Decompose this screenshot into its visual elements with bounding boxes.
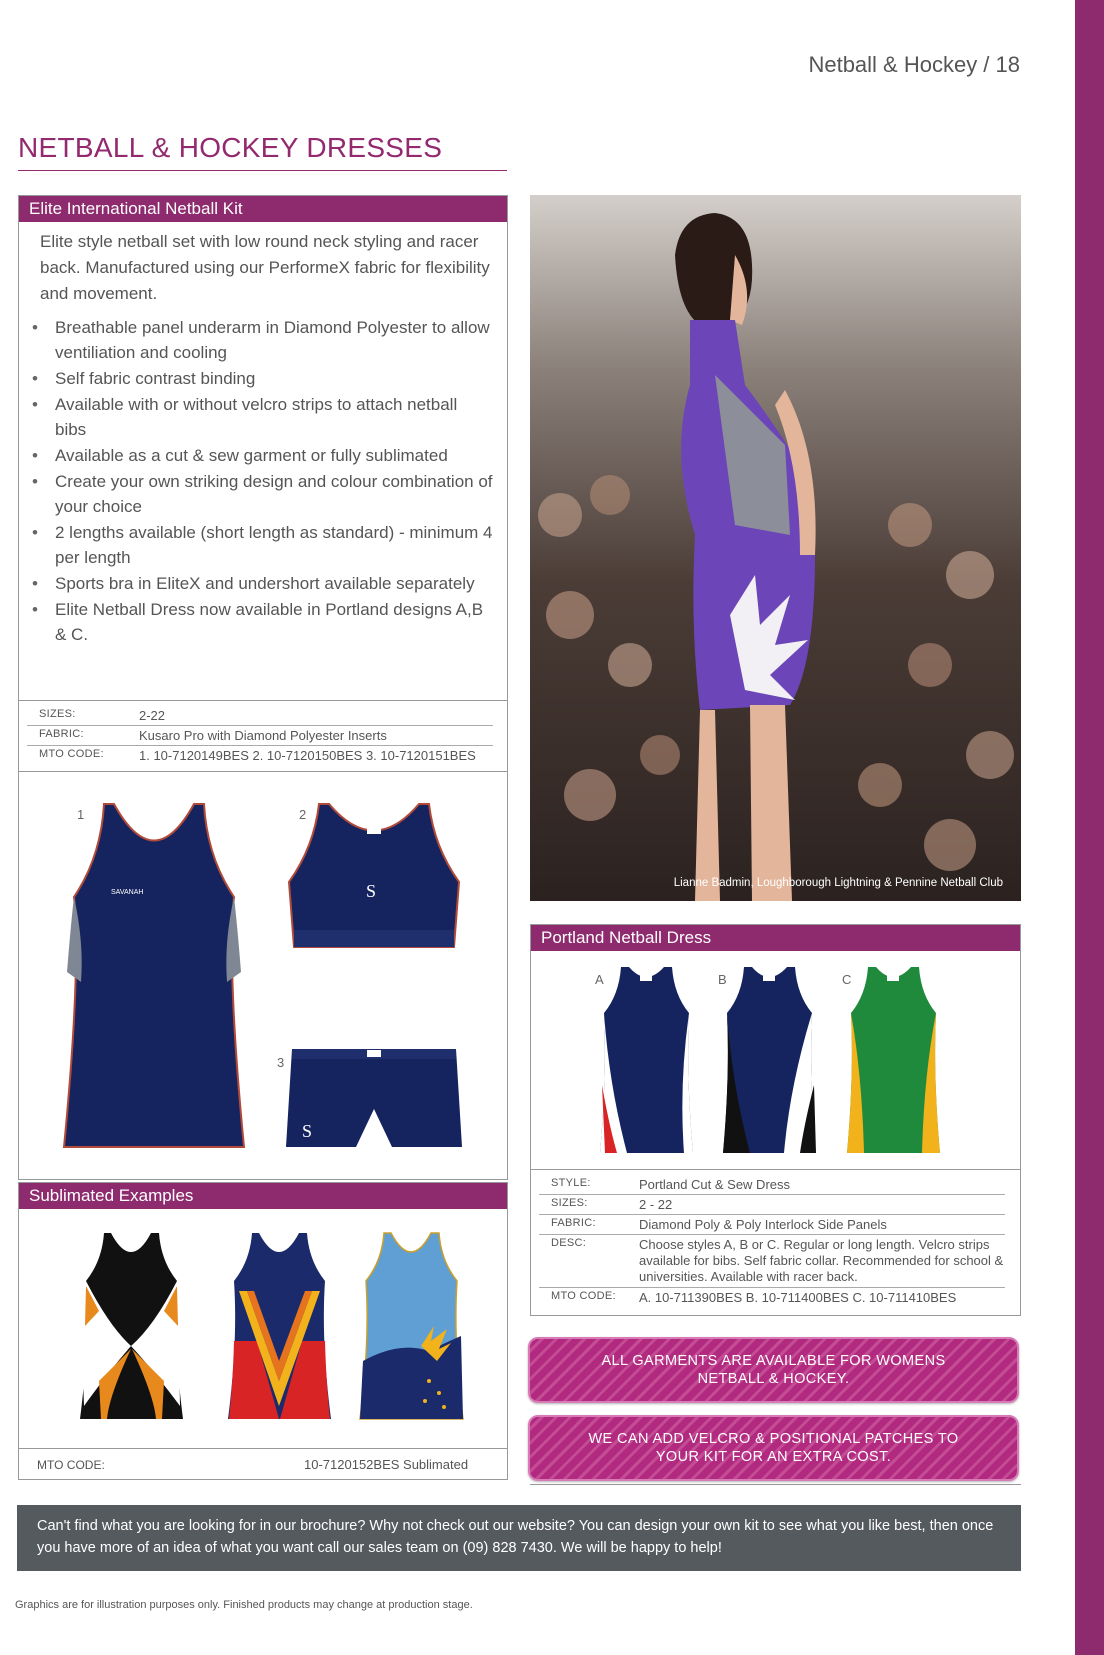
spec-row: FABRIC: Kusaro Pro with Diamond Polyester Inserts (27, 726, 493, 746)
banner-bottom-rule (530, 1484, 1021, 1485)
portland-dress-c-image (846, 965, 941, 1155)
list-item: • Breathable panel underarm in Diamond Polyester to allow ventiliation and cooling (19, 315, 493, 365)
side-color-bar (1075, 0, 1104, 1655)
elite-kit-intro: Elite style netball set with low round neck styling and racer back. Manufactured using our PerformeX fabric for flexibility and movement. (40, 232, 490, 303)
website-callout (17, 1505, 1021, 1571)
portland-panel (530, 924, 1021, 1316)
sublimated-mto-label: MTO CODE: (37, 1458, 105, 1472)
elite-spec-table (27, 706, 493, 765)
sports-bra-image (284, 802, 464, 952)
spec-row: FABRIC: Diamond Poly & Poly Interlock Side Panels (539, 1215, 1005, 1235)
sublimated-heading: Sublimated Examples (19, 1183, 507, 1209)
sublimated-dress-black-image (79, 1231, 184, 1421)
netball-player-photo (530, 195, 1021, 901)
portland-spec-table (539, 1175, 1005, 1307)
svg-text:S: S (302, 1121, 313, 1141)
sublimated-dress-navy-image (227, 1231, 332, 1421)
page-title: NETBALL & HOCKEY DRESSES (18, 132, 443, 163)
spec-row: MTO CODE: 1. 10-7120149BES 2. 10-7120150BES 3. 10-7120151BES (39, 748, 476, 763)
list-item: • Self fabric contrast binding (19, 366, 493, 391)
spec-row: STYLE: Portland Cut & Sew Dress (539, 1175, 1005, 1195)
list-item: • 2 lengths available (short length as standard) - minimum 4 per length (19, 520, 493, 570)
svg-text:S: S (366, 881, 377, 901)
undershort-image (284, 1047, 464, 1152)
page-label: Netball & Hockey / 18 (808, 52, 1020, 77)
item-label: C (842, 972, 852, 987)
portland-spec-rule (531, 1169, 1020, 1170)
spec-row: DESC: Choose styles A, B or C. Regular or long length. Velcro strips available for bibs. Self fabric collar. Recommended for school & universities. Available with racer back. (539, 1235, 1005, 1288)
elite-kit-heading: Elite International Netball Kit (19, 196, 507, 222)
elite-spec-rule (19, 700, 507, 701)
callout-text: Can't find what you are looking for in our brochure? Why not check out our website? You can design your own kit to see what you like best, then once you have more of an idea of what you want call our sales team on (09) 828 7430. We will be happy to help! (37, 1518, 994, 1556)
sublimated-spec-rule (19, 1448, 507, 1449)
disclaimer: Graphics are for illustration purposes only. Finished products may change at production stage. (15, 1599, 473, 1611)
sublimated-panel (18, 1182, 508, 1480)
list-item: • Create your own striking design and colour combination of your choice (19, 469, 493, 519)
item-label: B (718, 972, 727, 987)
womens-availability-banner (528, 1337, 1019, 1403)
item-label: A (595, 972, 604, 987)
elite-features-list (19, 315, 507, 647)
item-label: 2 (299, 807, 307, 822)
list-item: • Available with or without velcro strips to attach netball bibs (19, 392, 493, 442)
spec-row: SIZES: 2-22 (27, 706, 493, 726)
list-item: • Available as a cut & sew garment or fully sublimated (19, 443, 493, 468)
spec-row: MTO CODE: A. 10-711390BES B. 10-711400BES C. 10-711410BES (551, 1290, 957, 1305)
photo-caption: Lianne Badmin, Loughborough Lightning & Pennine Netball Club (673, 877, 1003, 889)
portland-dress-b-image (722, 965, 817, 1155)
elite-garments-panel (18, 771, 508, 1180)
banner-text: WE CAN ADD VELCRO & POSITIONAL PATCHES TO YOUR KIT FOR AN EXTRA COST. (588, 1431, 959, 1465)
elite-dress-image (59, 802, 249, 1152)
sublimated-dress-blue-image (359, 1231, 464, 1421)
sublimated-mto-value: 10-7120152BES Sublimated (304, 1457, 469, 1472)
list-item: • Elite Netball Dress now available in Portland designs A,B & C. (19, 597, 493, 647)
banner-text: ALL GARMENTS ARE AVAILABLE FOR WOMENS NETBALL & HOCKEY. (601, 1353, 946, 1387)
portland-heading: Portland Netball Dress (531, 925, 1020, 951)
title-divider (18, 170, 507, 171)
svg-text:SAVANAH: SAVANAH (111, 889, 144, 896)
list-item: • Sports bra in EliteX and undershort available separately (19, 571, 493, 596)
spec-row: SIZES: 2 - 22 (539, 1195, 1005, 1215)
item-label: 1 (77, 807, 85, 822)
portland-dress-a-image (599, 965, 694, 1155)
elite-kit-panel (18, 195, 508, 772)
item-label: 3 (277, 1055, 285, 1070)
velcro-patches-banner (528, 1415, 1019, 1481)
photo-illustration (530, 195, 1021, 901)
